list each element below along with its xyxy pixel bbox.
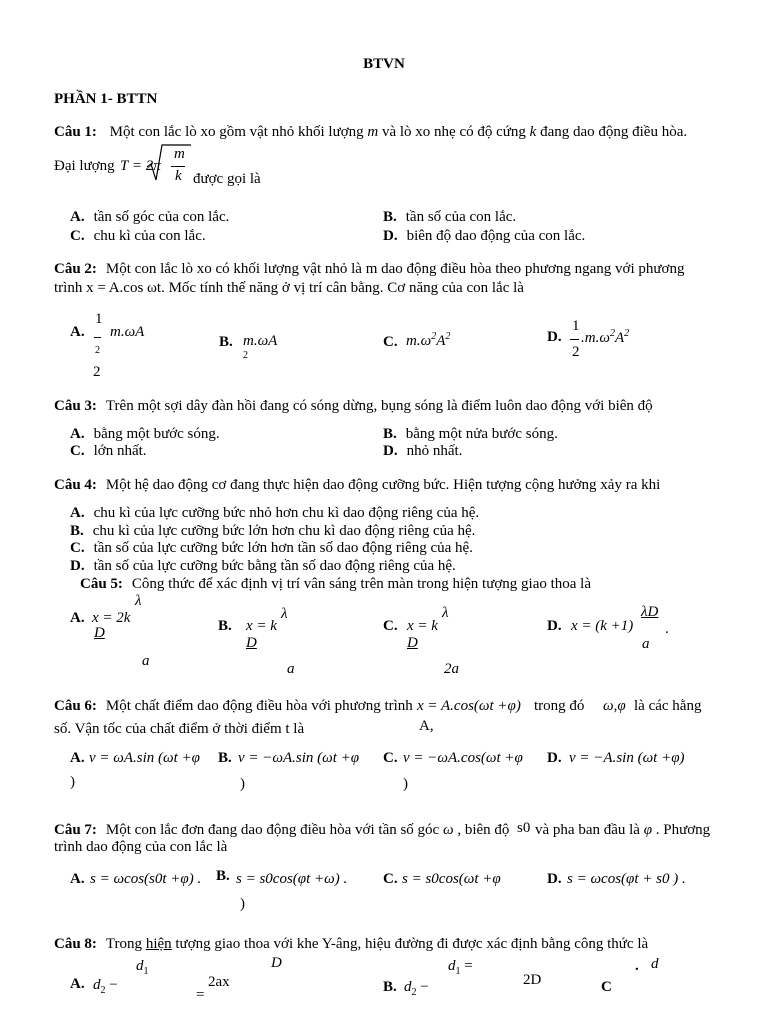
option-text: tần số góc của con lắc. [93,209,230,225]
q2-option-b-subscript: 2 [243,350,248,361]
q5-stem [80,576,591,593]
exponent: 2 [431,331,437,342]
q6-option-a-expression: v = ωA.sin (ωt +φ [89,750,200,766]
equals-sign: = [464,958,473,974]
q8-option-c-letter: C [601,979,612,995]
q2-option-d-numerator: 1 [572,318,580,334]
q5-option-a-d: D [94,625,105,641]
q8-option-a-expression [93,977,118,994]
q2-option-a-expression: m.ωA [110,324,145,340]
q4-stem-text: Một hệ dao động cơ đang thực hiện dao động cưỡng bức. Hiện tượng cộng hưởng xảy ra khi [105,477,661,493]
question-label: Câu 5: [80,576,123,592]
symbol-d: d [93,977,101,993]
q7-stem-line-1 [54,822,509,839]
q7-s0: s0 [517,820,531,836]
q4-option-b [70,523,475,540]
q2-option-c-letter: C. [383,334,398,350]
q5-option-d-expression: x = (k +1) [571,618,634,634]
q5-option-a-expression: x = 2k [92,610,131,626]
q8-fragment-d1-eq [448,958,473,975]
q7-option-d-expression: s = ωcos(φt + s0 ) . [567,871,686,887]
q6-stem-text: Một chất điểm dao động điều hòa với phương trình [105,698,413,714]
question-label: Câu 7: [54,822,97,838]
q1-option-d [383,228,585,245]
q5-option-b-a: a [287,661,295,677]
q8-option-b-expression [404,979,429,996]
option-letter: B. [383,426,397,442]
q2-option-d-fraction-bar [570,339,579,340]
q1-line2-suffix: được gọi là [193,171,261,187]
q2-option-d-letter: D. [547,329,562,345]
q3-option-d [383,443,462,460]
q8-fragment-dot: . [635,958,639,974]
q4-option-c [70,540,473,557]
q4-option-a [70,505,479,522]
q5-option-d-letter: D. [547,618,562,634]
q8-fragment-d: d [651,956,659,972]
option-letter: A. [70,426,85,442]
q3-stem-text: Trên một sợi dây đàn hồi đang có sóng dừng, bụng sóng là điểm luôn dao động với biên độ [105,398,653,414]
symbol-d: d [448,958,456,974]
q6-option-d-letter: D. [547,750,562,766]
q6-stem-text: trong đó [534,698,585,714]
q1-option-b [383,209,516,226]
q7-stem-text: . Phương [655,822,711,838]
q5-option-b-d: D [246,635,257,651]
q5-option-d-numerator: λD [641,604,659,620]
option-text: chu kì của con lắc. [93,228,206,244]
q2-option-a-fraction-bar [94,337,101,338]
q2-stem-text: Một con lắc lò xo có khối lượng vật nhỏ là m dao động điều hòa theo phương ngang với phương [105,261,685,277]
q7-stem-text: , biên độ [457,822,510,838]
subscript: 1 [143,966,149,977]
q5-option-d-denominator: a [642,636,650,652]
q8-option-a-numerator: 2ax [208,974,230,990]
q2-stem-line-1 [54,261,684,278]
q1-stem-line-1 [54,124,687,141]
q8-stem [54,936,648,953]
q2-option-d-denominator: 2 [572,344,580,360]
option-letter: B. [383,209,397,225]
option-letter: D. [383,228,398,244]
q8-option-a-letter: A. [70,976,85,992]
q7-option-b-letter: B. [216,868,230,884]
expr-part: A [614,330,625,346]
subscript: 2 [411,987,417,998]
q6-stem-text: là các hằng [634,698,702,714]
q7-stem-line-1-end [535,822,710,839]
q1-stem-text: Một con lắc lò xo gồm vật nhỏ khối lượng [109,124,364,140]
option-text: tần số của con lắc. [405,209,517,225]
q1-stem-text: đang dao động điều hòa. [540,124,688,140]
q6-formula: x = A.cos(ωt +φ) [417,698,521,714]
q8-fragment-d1 [136,958,149,975]
q7-stem-text: Một con lắc đơn đang dao động điều hòa với tần số góc [105,822,440,838]
q6-option-a-letter: A. [70,750,85,766]
exponent: 2 [609,328,615,339]
q4-option-d [70,558,456,575]
q5-option-a-a: a [142,653,150,669]
q1-option-a [70,209,229,226]
q2-option-c-expression [406,333,450,350]
option-letter: A. [70,505,85,521]
question-label: Câu 6: [54,698,97,714]
document-title: BTVN [363,56,405,72]
symbol-d: d [136,958,144,974]
q7-option-b-expression: s = s0cos(φt +ω) . [236,871,348,887]
q8-stem-underlined: hiện [145,936,172,952]
q6-option-c-close-paren: ) [403,776,408,792]
q8-fragment-big-d: D [271,955,282,971]
q7-omega: ω [442,822,454,838]
symbol-d: d [404,979,412,995]
q6-stem-line-1 [54,698,413,715]
q1-var-k: k [529,124,537,140]
q6-option-b-close-paren: ) [240,776,245,792]
q4-stem [54,477,660,494]
minus-sign: − [420,979,429,995]
q6-option-a-close-paren: ) [70,774,75,790]
q5-option-d-period: . [665,621,669,637]
q6-option-c-letter: C. [383,750,398,766]
option-letter: C. [70,228,85,244]
option-letter: C. [70,540,85,556]
q8-option-a-equals: = [196,987,205,1003]
q6-option-b-letter: B. [218,750,232,766]
sqrt-sign-icon [146,143,192,183]
minus-sign: − [109,977,118,993]
q1-var-m: m [367,124,379,140]
q1-formula-lhs: T = 2π [120,158,161,174]
q1-fraction-denominator: k [175,168,182,184]
option-text: nhỏ nhất. [406,443,463,459]
q6-option-c-expression: v = −ωA.cos(ωt +φ [403,750,523,766]
q5-option-c-a: 2a [444,661,459,677]
q6-stem-line-2: số. Vận tốc của chất điểm ở thời điểm t là [54,721,305,737]
q7-stem-line-2: trình dao động của con lắc là [54,839,228,855]
q7-option-a-expression: s = ωcos(s0t +φ) . [90,871,202,887]
q7-stem-text: và pha ban đầu là [535,822,640,838]
q2-stem-line-2: trình x = A.cos ωt. Mốc tính thế năng ở vị trí cân bằng. Cơ năng của con lắc là [54,280,524,296]
question-label: Câu 4: [54,477,97,493]
q5-stem-text: Công thức để xác định vị trí vân sáng trên màn trong hiện tượng giao thoa là [131,576,592,592]
option-letter: D. [70,558,85,574]
section-heading: PHẦN 1- BTTN [54,91,158,107]
q2-option-a-letter: A. [70,324,85,340]
option-letter: B. [70,523,84,539]
q2-option-b-letter: B. [219,334,233,350]
option-text: chu kì của lực cưỡng bức lớn hơn chu kì dao động riêng của hệ. [92,523,476,539]
expr-part: A [436,333,446,349]
q5-option-c-letter: C. [383,618,398,634]
q7-option-d-letter: D. [547,871,562,887]
q6-variables: ω,φ [603,698,626,714]
q8-stem-text: tượng giao thoa với khe Y-âng, hiệu đường đi được xác định bằng công thức là [175,936,649,952]
question-label: Câu 3: [54,398,97,414]
option-text: tần số của lực cưỡng bức bằng tần số dao động riêng của hệ. [93,558,456,574]
exponent: 2 [624,328,630,339]
question-label: Câu 2: [54,261,97,277]
subscript: 1 [455,966,461,977]
q8-option-b-letter: B. [383,979,397,995]
q1-stem-text: và lò xo nhẹ có độ cứng [381,124,526,140]
option-text: tần số của lực cưỡng bức lớn hơn tần số dao động riêng của hệ. [93,540,473,556]
option-letter: D. [383,443,398,459]
expr-part: .m.ω [581,330,610,346]
option-text: biên độ dao động của con lắc. [406,228,586,244]
q6-stray-text: A, [419,718,434,734]
q3-stem [54,398,653,415]
option-letter: A. [70,209,85,225]
option-text: bằng một bước sóng. [93,426,220,442]
q2-option-a-denominator: 2 [95,345,100,356]
q1-line2-prefix: Đại lượng [54,158,115,174]
option-text: lớn nhất. [93,443,147,459]
option-text: chu kì của lực cưỡng bức nhỏ hơn chu kì dao động riêng của hệ. [93,505,480,521]
q2-option-a-stray-digit: 2 [93,364,101,380]
q5-option-b-expression: x = k [246,618,277,634]
q5-option-c-d: D [407,635,418,651]
question-label: Câu 8: [54,936,97,952]
q7-option-c-expression: s = s0cos(ωt +φ [402,871,501,887]
q1-option-c [70,228,206,245]
q7-option-c-letter: C. [383,871,398,887]
q5-option-b-lambda: λ [281,606,288,622]
q2-option-d-expression [581,330,629,347]
q7-option-b-close-paren: ) [240,896,245,912]
q3-option-b [383,426,558,443]
q1-fraction-numerator: m [174,146,185,162]
q5-option-c-lambda: λ [442,605,449,621]
exponent: 2 [445,331,451,342]
subscript: 2 [100,985,106,996]
q8-option-b-numerator: 2D [523,972,542,988]
option-text: bằng một nửa bước sóng. [405,426,558,442]
q7-option-a-letter: A. [70,871,85,887]
q3-option-a [70,426,220,443]
question-label: Câu 1: [54,124,97,140]
q6-option-d-expression: v = −A.sin (ωt +φ) [569,750,685,766]
q5-option-a-lambda: λ [135,593,142,609]
q7-phi: φ [643,822,653,838]
q6-option-b-expression: v = −ωA.sin (ωt +φ [238,750,360,766]
q5-option-b-letter: B. [218,618,232,634]
q8-stem-text: Trong [105,936,143,952]
q2-option-b-expression: m.ωA [243,333,278,349]
q3-option-c [70,443,147,460]
q5-option-c-expression: x = k [407,618,438,634]
q2-option-a-numerator: 1 [95,311,103,327]
expr-part: m.ω [406,333,432,349]
q5-option-a-letter: A. [70,610,85,626]
q1-fraction-bar [171,166,185,167]
option-letter: C. [70,443,85,459]
